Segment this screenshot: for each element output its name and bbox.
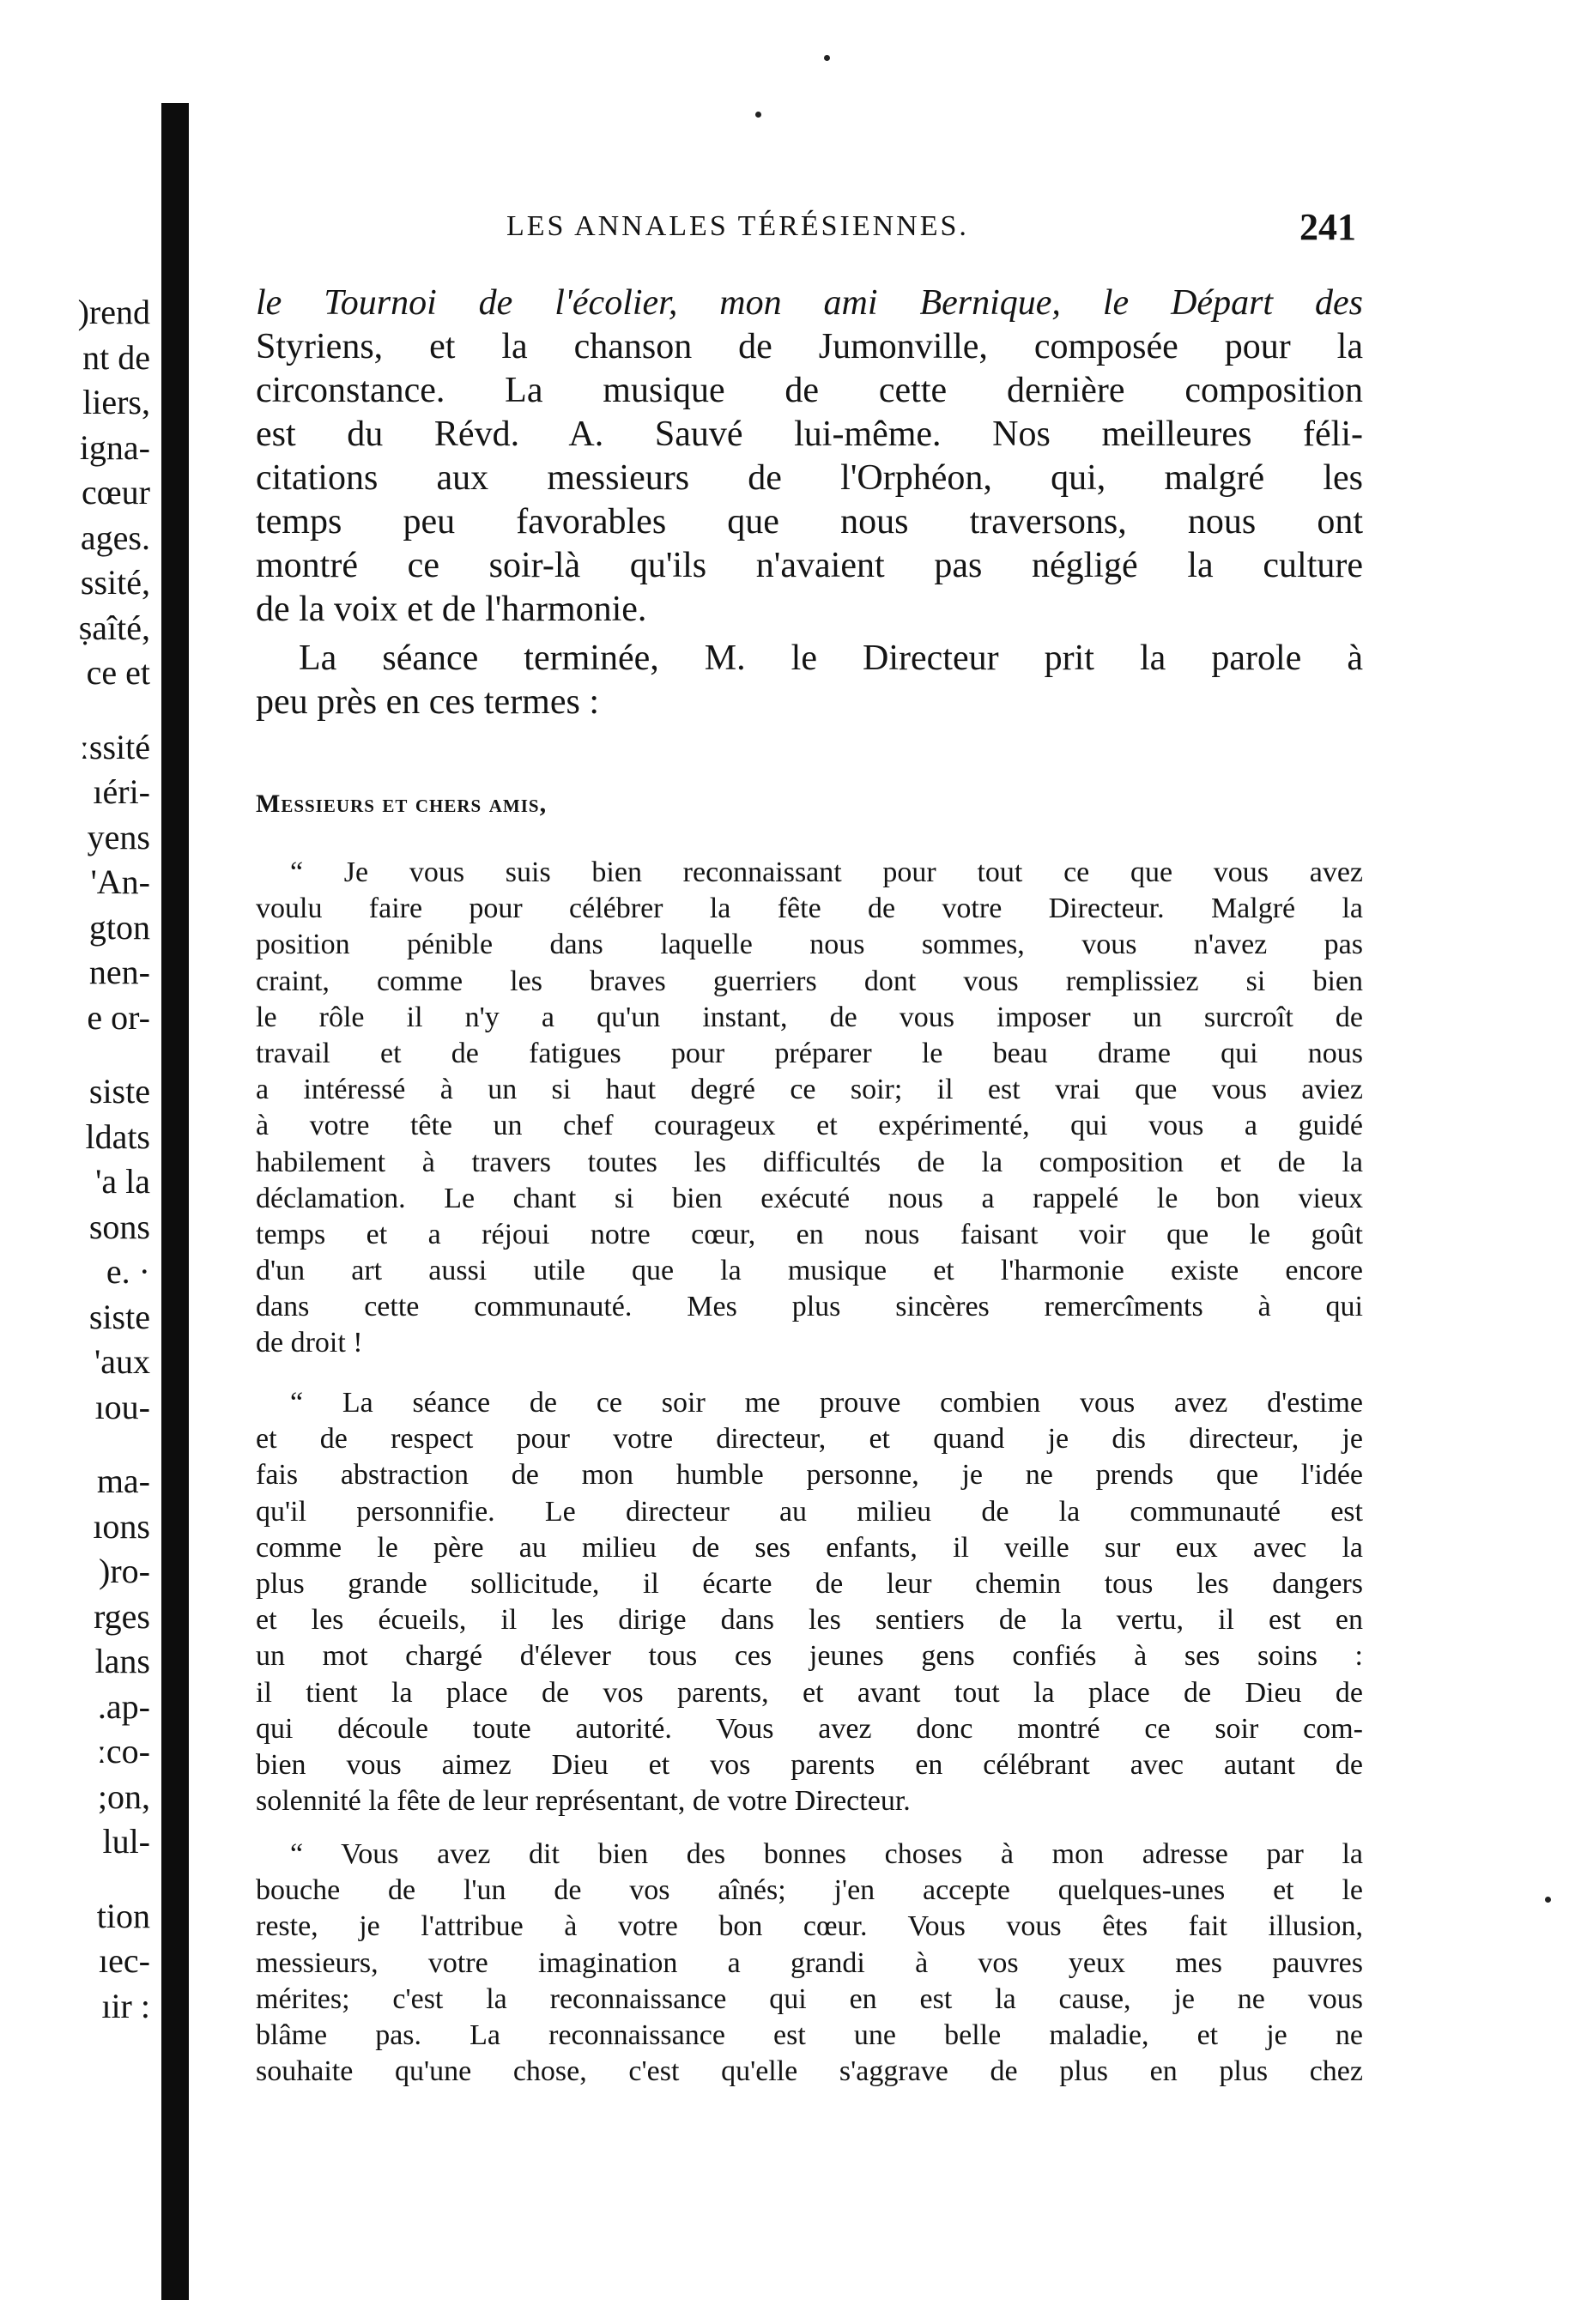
text-line: fais abstraction de mon humble personne, je ne prends que l'idée (256, 1459, 1363, 1492)
adjacent-page-fragment: nt de (82, 337, 150, 377)
text-line: d'un art aussi utile que la musique et l'harmonie existe encore (256, 1255, 1363, 1287)
adjacent-page-fragment: ıons (93, 1506, 150, 1546)
adjacent-page-fragment: igna- (79, 427, 150, 467)
adjacent-page-fragment: siste (88, 1297, 150, 1336)
scan-speck (755, 112, 761, 118)
adjacent-page-fragment: ıir : (101, 1986, 150, 2025)
text-line: plus grande sollicitude, il écarte de leur chemin tous les dangers (256, 1567, 1363, 1600)
adjacent-page-fragment: e. · (106, 1252, 150, 1291)
text-line: comme le père au milieu de ses enfants, il veille sur eux avec la (256, 1531, 1363, 1564)
adjacent-page-fragment: ıéri- (93, 772, 150, 811)
adjacent-page-fragment: ːssité (79, 727, 150, 766)
adjacent-page-fragment: 'aux (94, 1342, 150, 1381)
text-line: qu'il personnifie. Le directeur au milieu de la communauté est (256, 1495, 1363, 1528)
speech-paragraph-2 (256, 1385, 1363, 1819)
text-line: qui découle toute autorité. Vous avez donc montré ce soir com- (256, 1712, 1363, 1745)
text-line: Styriens, et la chanson de Jumonville, composée pour la (256, 327, 1363, 366)
transition-paragraph (256, 637, 1363, 724)
adjacent-page-fragment: ıec- (99, 1941, 150, 1980)
text-line: solennité la fête de leur représentant, de votre Directeur. (256, 1785, 911, 1818)
text-line: habilement à travers toutes les difficultés de la composition et de la (256, 1146, 1363, 1178)
running-header (506, 206, 1356, 253)
text-line: peu près en ces termes : (256, 682, 600, 722)
text-line: position pénible dans laquelle nous sommes, vous n'avez pas (256, 929, 1363, 961)
text-line: à votre tête un chef courageux et expérimenté, qui vous a guidé (256, 1110, 1363, 1142)
adjacent-page-fragment: ;on, (97, 1776, 150, 1816)
scan-speck (1545, 1897, 1551, 1903)
page-number: 241 (1299, 206, 1356, 248)
running-title: LES ANNALES TÉRÉSIENNES. (506, 210, 969, 242)
adjacent-page-fragment: ssité, (80, 563, 150, 602)
text-line: montré ce soir-là qu'ils n'avaient pas négligé la culture (256, 546, 1363, 585)
adjacent-page-fragment: e or- (87, 997, 150, 1037)
adjacent-page-fragment: lans (94, 1642, 150, 1680)
text-line: “ Vous avez dit bien des bonnes choses à mon adresse par la (290, 1838, 1363, 1870)
text-line: dans cette communauté. Mes plus sincères remercîments à qui (256, 1291, 1363, 1323)
text-line: blâme pas. La reconnaissance est une belle maladie, et je ne (256, 2018, 1363, 2051)
adjacent-page-fragment: rges (94, 1596, 150, 1636)
text-line: souhaite qu'une chose, c'est qu'elle s'aggrave de plus en plus chez (256, 2055, 1363, 2088)
adjacent-page-fragment: lul- (102, 1822, 150, 1861)
speech-paragraph-1 (256, 855, 1363, 1362)
adjacent-page-fragment: 'a la (95, 1162, 150, 1201)
adjacent-page-fragment: )rend (77, 293, 150, 331)
adjacent-page-fragment: 'An- (90, 862, 150, 901)
adjacent-page-fragment: tion (96, 1896, 150, 1935)
adjacent-page-fragment: sons (88, 1207, 150, 1246)
text-line: “ Je vous suis bien reconnaissant pour tout ce que vous avez (290, 856, 1363, 888)
adjacent-page-fragment: nen- (88, 953, 150, 991)
text-line: déclamation. Le chant si bien exécuté nous a rappelé le bon vieux (256, 1182, 1363, 1214)
text-line: a intéressé à un si haut degré ce soir; il est vrai que vous aviez (256, 1074, 1363, 1106)
text-line: voulu faire pour célébrer la fête de votre Directeur. Malgré la (256, 893, 1363, 925)
adjacent-page-fragment: ce et (86, 653, 150, 692)
text-line: craint, comme les braves guerriers dont vous remplissiez si bien (256, 965, 1363, 997)
adjacent-page-fragment: ages. (80, 517, 150, 557)
text-line: il tient la place de vos parents, et avant tout la place de Dieu de (256, 1676, 1363, 1709)
scan-speck (824, 55, 830, 61)
adjacent-page-fragment: ldats (85, 1117, 150, 1156)
text-line: reste, je l'attribue à votre bon cœur. Vous vous êtes fait illusion, (256, 1910, 1363, 1943)
text-line: mérites; c'est la reconnaissance qui en est la cause, je ne vous (256, 1982, 1363, 2015)
text-line: La séance terminée, M. le Directeur prit la parole à (299, 638, 1363, 678)
text-line: de droit ! (256, 1327, 363, 1359)
adjacent-page-fragment: ṣaîté, (78, 608, 150, 647)
text-line: temps et a réjoui notre cœur, en nous faisant voir que le goût (256, 1218, 1363, 1250)
intro-paragraph (256, 281, 1363, 632)
text-line: et les écueils, il les dirige dans les sentiers de la vertu, il est en (256, 1604, 1363, 1637)
adjacent-page-fragment: ıou- (94, 1387, 150, 1426)
text-line: circonstance. La musique de cette dernière composition (256, 371, 1363, 410)
adjacent-page-fragment: siste (88, 1072, 150, 1111)
text-line: est du Révd. A. Sauvé lui-même. Nos meilleures féli- (256, 415, 1363, 454)
text-line: le Tournoi de l'écolier, mon ami Bernique, le Départ des (256, 283, 1363, 323)
text-line: le rôle il n'y a qu'un instant, de vous imposer un surcroît de (256, 1001, 1363, 1033)
adjacent-page-fragment: )ro- (99, 1552, 150, 1590)
salutation: Messieurs et chers amis, (256, 790, 548, 818)
adjacent-page-fragment: yens (87, 817, 150, 856)
book-gutter-shadow (161, 103, 189, 2300)
adjacent-page-fragment: ːco- (96, 1732, 150, 1770)
speech-paragraph-3 (256, 1837, 1363, 2090)
adjacent-page-fragment: ma- (96, 1462, 150, 1500)
adjacent-page-fragment: .ap- (97, 1686, 150, 1726)
text-line: temps peu favorables que nous traversons, nous ont (256, 502, 1363, 542)
text-line: messieurs, votre imagination a grandi à vos yeux mes pauvres (256, 1946, 1363, 1979)
adjacent-page-fragment: gton (88, 907, 150, 947)
adjacent-page-fragment: liers, (82, 383, 150, 421)
text-line: bouche de l'un de vos aînés; j'en accepte quelques-unes et le (256, 1874, 1363, 1907)
text-line: citations aux messieurs de l'Orphéon, qui, malgré les (256, 458, 1363, 498)
text-line: travail et de fatigues pour préparer le beau drame qui nous (256, 1037, 1363, 1069)
adjacent-page-fragment: cœur (82, 473, 150, 511)
text-line: de la voix et de l'harmonie. (256, 590, 647, 629)
text-line: bien vous aimez Dieu et vos parents en célébrant avec autant de (256, 1748, 1363, 1781)
text-line: un mot chargé d'élever tous ces jeunes gens confiés à ses soins : (256, 1640, 1363, 1673)
text-line: et de respect pour votre directeur, et quand je dis directeur, je (256, 1423, 1363, 1456)
text-line: “ La séance de ce soir me prouve combien vous avez d'estime (290, 1387, 1363, 1419)
